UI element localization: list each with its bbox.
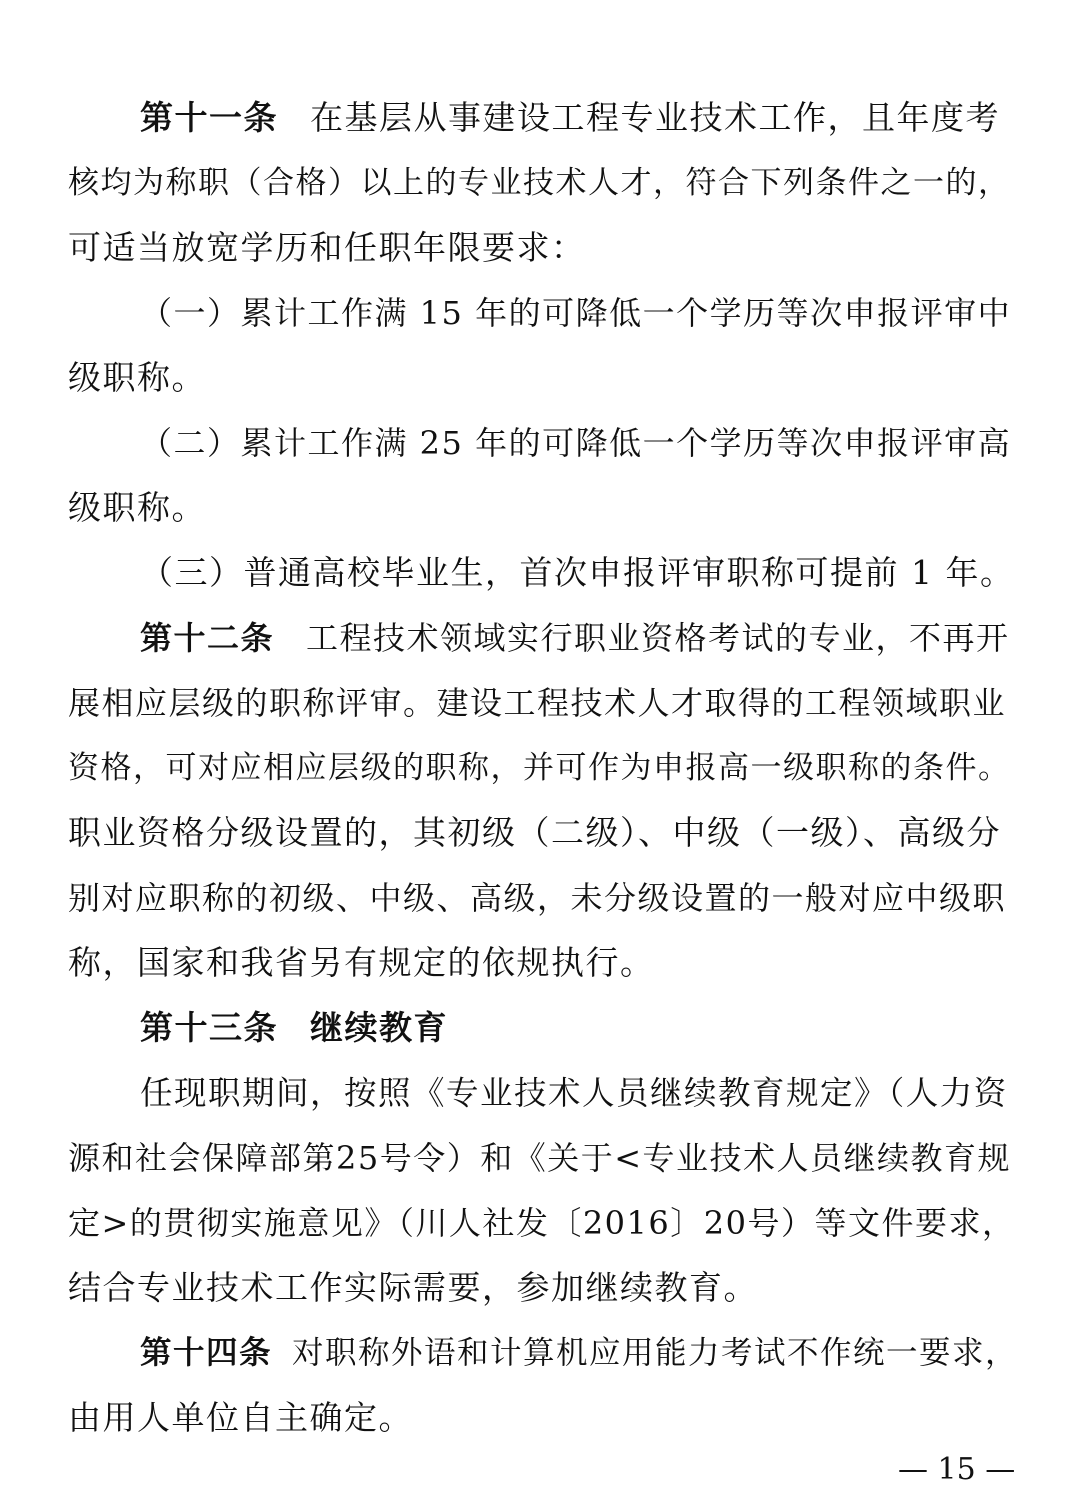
article12-line5: 别对应职称的初级、中级、高级，未分级设置的一般对应中级职 xyxy=(68,879,1007,917)
article11-item1-line1: （一）累计工作满 15 年的可降低一个学历等次申报评审中 xyxy=(140,294,1012,332)
article11-item1-line2: 级职称。 xyxy=(68,358,206,397)
article11-line3: 可适当放宽学历和任职年限要求： xyxy=(68,228,586,267)
article12-line3: 资格，可对应相应层级的职称，并可作为申报高一级职称的条件。 xyxy=(68,750,1011,786)
article13-line2: 源和社会保障部第25号令）和《关于<专业技术人员继续教育规 xyxy=(68,1139,1012,1177)
article12-text: 工程技术领域实行职业资格考试的专业，不再开 xyxy=(306,619,1010,657)
article13-heading-line xyxy=(140,1008,1018,1048)
article11-line1 xyxy=(140,98,1018,138)
article11-item2-line1: （二）累计工作满 25 年的可降低一个学历等次申报评审高 xyxy=(140,424,1012,462)
article14-line2: 由用人单位自主确定。 xyxy=(68,1398,413,1437)
article14-text: 对职称外语和计算机应用能力考试不作统一要求， xyxy=(292,1335,1019,1371)
article11-line2: 核均为称职（合格）以上的专业技术人才，符合下列条件之一的， xyxy=(68,165,1011,201)
article13-line3: 定>的贯彻实施意见》（川人社发〔2016〕20号）等文件要求， xyxy=(68,1204,1016,1242)
article13-title: 继续教育 xyxy=(310,1008,448,1047)
article13-line1: 任现职期间，按照《专业技术人员继续教育规定》（人力资 xyxy=(140,1074,1008,1112)
article11-text: 在基层从事建设工程专业技术工作，且年度考 xyxy=(310,98,1000,137)
article11-heading: 第十一条 xyxy=(140,98,278,137)
article13-heading: 第十三条 xyxy=(140,1008,278,1047)
article12-line1 xyxy=(140,618,1018,658)
article12-heading: 第十二条 xyxy=(140,619,275,657)
article12-line4: 职业资格分级设置的，其初级（二级）、中级（一级）、高级分 xyxy=(68,813,1001,852)
page-number: — 15 — xyxy=(898,1452,1016,1487)
article14-heading: 第十四条 xyxy=(140,1335,273,1371)
article12-line2: 展相应层级的职称评审。建设工程技术人才取得的工程领域职业 xyxy=(68,684,1007,722)
article13-line4: 结合专业技术工作实际需要，参加继续教育。 xyxy=(68,1268,758,1307)
article11-item2-line2: 级职称。 xyxy=(68,488,206,527)
article14-line1 xyxy=(140,1333,1018,1373)
article11-item3: （三）普通高校毕业生，首次申报评审职称可提前 1 年。 xyxy=(140,553,1015,592)
article12-line6: 称，国家和我省另有规定的依规执行。 xyxy=(68,943,655,982)
